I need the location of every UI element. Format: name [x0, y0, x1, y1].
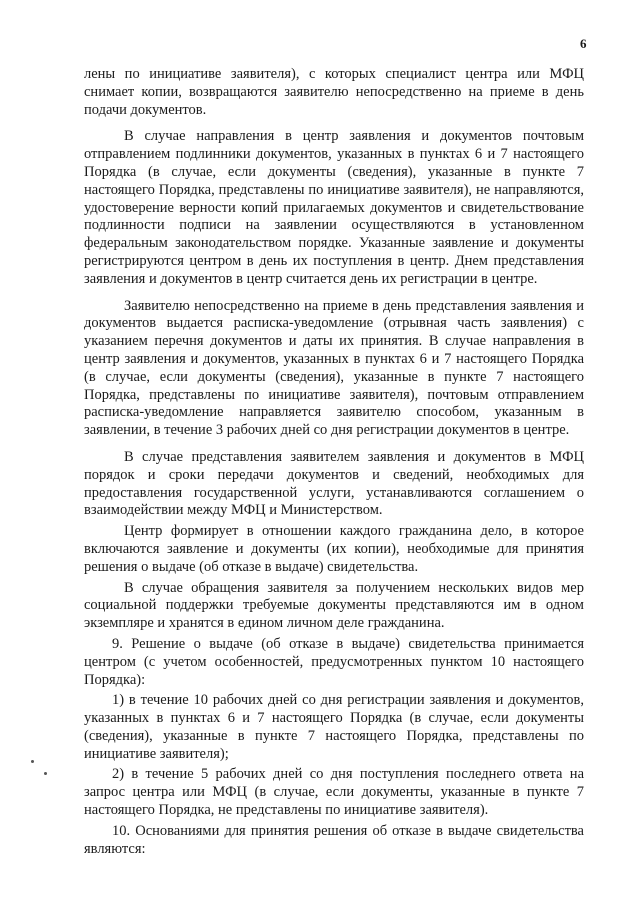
scan-speck	[44, 772, 47, 775]
scan-speck	[31, 760, 34, 763]
paragraph-item-9-1: 1) в течение 10 рабочих дней со дня регистрации заявления и документов, указанных в пунктах 6 и 7 настоящего Порядка (в случае, если документы (сведения), указанные в пункте 7 настоящего Порядка, представлены по инициативе заявителя);	[84, 692, 584, 762]
paragraph-item-9: 9. Решение о выдаче (об отказе в выдаче) свидетельства принимается центром (с учетом особенностей, предусмотренных пунктом 10 настоящего Порядка):	[84, 635, 584, 688]
paragraph-multiple-measures: В случае обращения заявителя за получением нескольких видов мер социальной поддержки требуемые документы представляются им в одном экземпляре и хранятся в едином личном деле гражданина.	[84, 579, 584, 632]
page-number: 6	[580, 36, 587, 51]
paragraph-continuation: лены по инициативе заявителя), с которых специалист центра или МФЦ снимает копии, возвращаются заявителю непосредственно на приеме в день подачи документов.	[84, 66, 584, 118]
paragraph-case-file: Центр формирует в отношении каждого гражданина дело, в которое включаются заявление и документы (их копии), необходимые для принятия решения о выдаче (об отказе в выдаче) свидетельства.	[84, 523, 584, 575]
paragraph-postal-submission: В случае направления в центр заявления и документов почтовым отправлением подлинники документов, указанных в пунктах 6 и 7 настоящего Порядка (в случае, если документы (сведения), указанные в пункте 7 настоящего Порядка, представлены по инициативе заявителя), не направляются, удостоверение верности копий прилагаемых документов и свидетельствование подлинности подписи на заявлении осуществляются в установленном федеральным законодательством порядке. Указанные заявление и документы регистрируются центром в день их поступления в центр. Днем представления заявления и документов в центр считается день их регистрации в центре.	[84, 128, 584, 287]
paragraph-item-9-2: 2) в течение 5 рабочих дней со дня поступления последнего ответа на запрос центра или МФЦ (в случае, если документы, указанные в пункте 7 настоящего Порядка, не представлены по инициативе заявителя).	[84, 766, 584, 819]
paragraph-item-10: 10. Основаниями для принятия решения об отказе в выдаче свидетельства являются:	[84, 822, 584, 857]
paragraph-receipt-notice: Заявителю непосредственно на приеме в день представления заявления и документов выдается расписка-уведомление (отрывная часть заявления) с указанием перечня документов и даты их принятия. В случае направления в центр заявления и документов, указанных в пунктах 6 и 7 настоящего Порядка (в случае, если документы (сведения), указанные в пункте 7 настоящего Порядка, представлены по инициативе заявителя), почтовым отправлением расписка-уведомление направляется заявителю способом, указанным в заявлении, в течение 3 рабочих дней со дня регистрации документов в центре.	[84, 297, 584, 439]
document-body	[84, 66, 584, 861]
paragraph-mfc-submission: В случае представления заявителем заявления и документов в МФЦ порядок и сроки передачи документов и сведений, необходимых для предоставления государственной услуги, устанавливаются соглашением о взаимодействии между МФЦ и Министерством.	[84, 448, 584, 519]
